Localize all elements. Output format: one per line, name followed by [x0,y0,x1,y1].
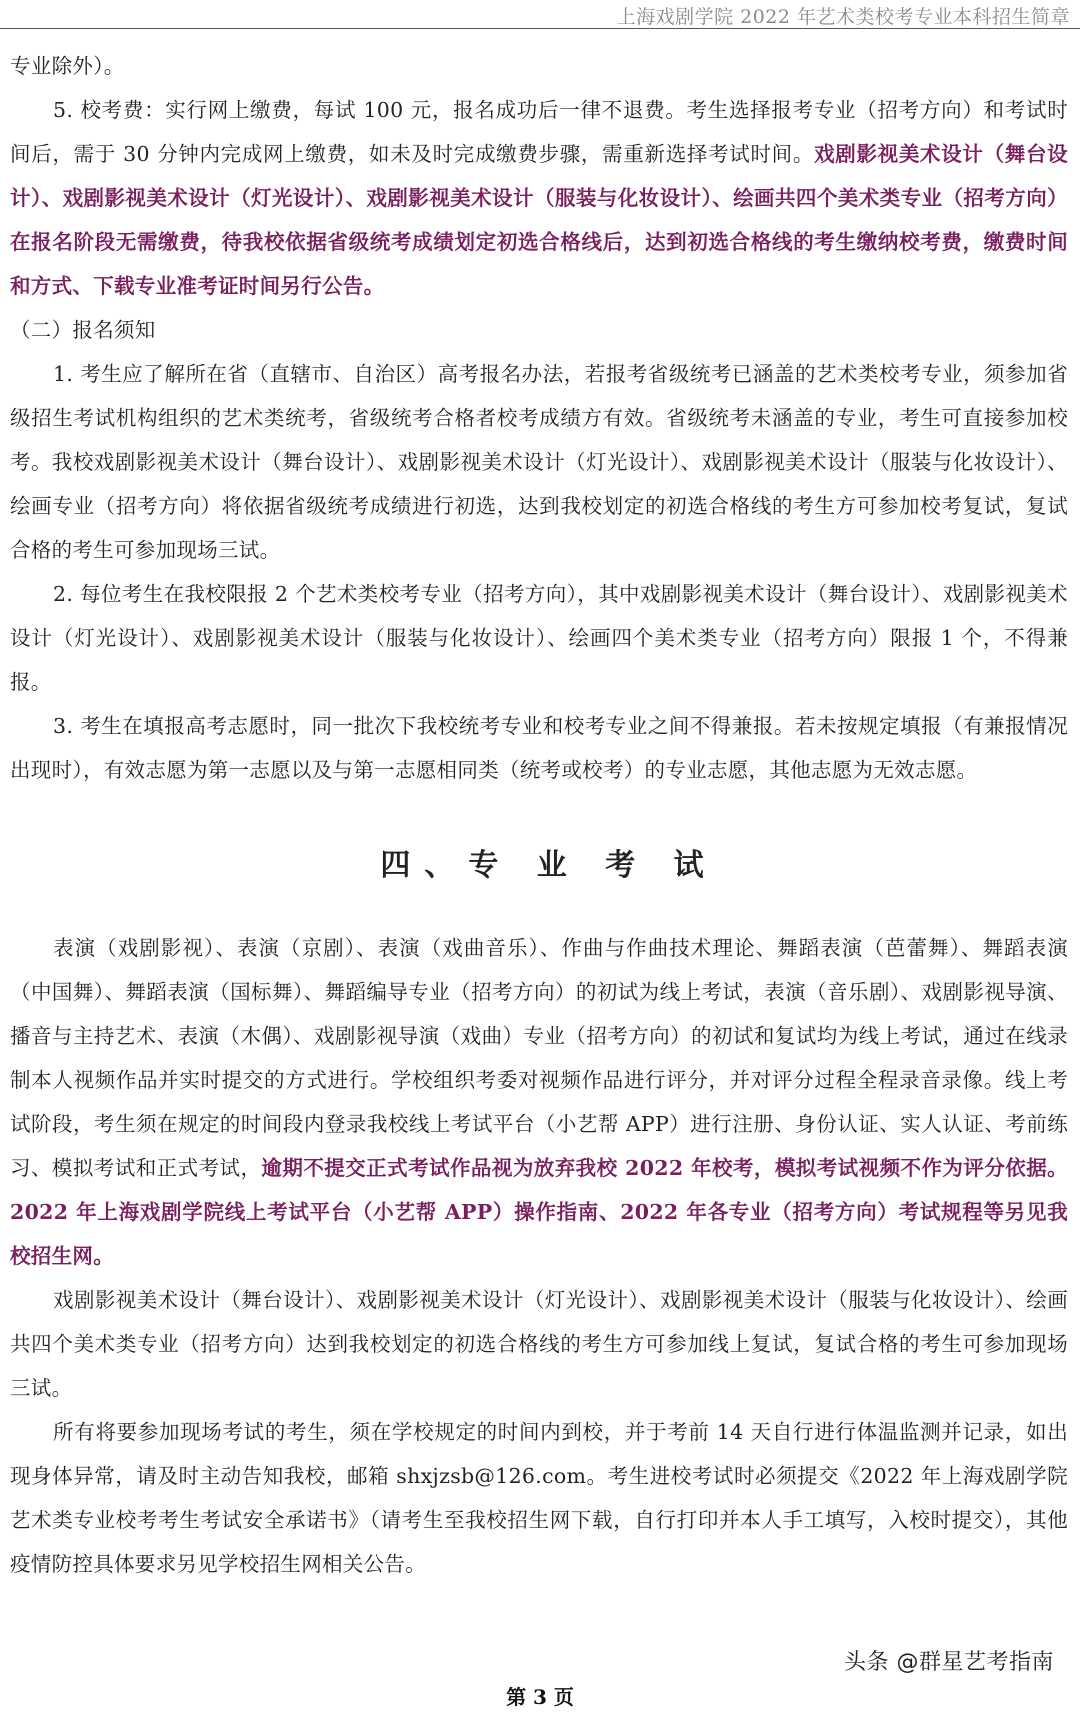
exam-fee-highlight: 戏剧影视美术设计（舞台设计）、戏剧影视美术设计（灯光设计）、戏剧影视美术设计（服装与化妆设计）、绘画共四个美术类专业（招考方向）在报名阶段无需缴费，待我校依据省级统考成绩划定初选合格线后，达到初选合格线的考生缴纳校考费，缴费时间和方式、下载专业准考证时间另行公告。 [10,142,1068,298]
paragraph-notice-2: 2. 每位考生在我校限报 2 个艺术类校考专业（招考方向），其中戏剧影视美术设计（舞台设计）、戏剧影视美术设计（灯光设计）、戏剧影视美术设计（服装与化妆设计）、绘画四个美术类专业（招考方向）限报 1 个，不得兼报。 [10,582,1068,694]
paragraph-exam-fee [10,88,1068,308]
document-body [10,44,1068,1586]
watermark: 头条 @群星艺考指南 [844,1650,1054,1675]
section-title: 四、专 业 考 试 [380,848,718,883]
header-title: 上海戏剧学院 2022 年艺术类校考专业本科招生简章 [616,6,1070,28]
online-exam-highlight: 逾期不提交正式考试作品视为放弃我校 2022 年校考，模拟考试视频不作为评分依据。2022 年上海戏剧学院线上考试平台（小艺帮 APP）操作指南、2022 年各专业（招考方向）考试规程等另见我校招生网。 [10,1156,1068,1268]
paragraph-notice-3: 3. 考生在填报高考志愿时，同一批次下我校统考专业和校考专业之间不得兼报。若未按规定填报（有兼报情况出现时），有效志愿为第一志愿以及与第一志愿相同类（统考或校考）的专业志愿，其他志愿为无效志愿。 [10,714,1068,782]
page-header [0,0,1080,29]
exam-fee-text: 5. 校考费：实行网上缴费，每试 100 元，报名成功后一律不退费。考生选择报考专业（招考方向）和考试时间后，需于 30 分钟内完成网上缴费，如未及时完成缴费步骤，需重新选择考试时间。 [10,98,1068,166]
paragraph-art-majors: 戏剧影视美术设计（舞台设计）、戏剧影视美术设计（灯光设计）、戏剧影视美术设计（服装与化妆设计）、绘画共四个美术类专业（招考方向）达到我校划定的初选合格线的考生方可参加线上复试，复试合格的考生可参加现场三试。 [10,1288,1068,1400]
paragraph-continuation: 专业除外）。 [10,54,125,78]
paragraph-online-exam [10,926,1068,1278]
paragraph-notice-1: 1. 考生应了解所在省（直辖市、自治区）高考报名办法，若报考省级统考已涵盖的艺术类校考专业，须参加省级招生考试机构组织的艺术类统考，省级统考合格者校考成绩方有效。省级统考未涵盖的专业，考生可直接参加校考。我校戏剧影视美术设计（舞台设计）、戏剧影视美术设计（灯光设计）、戏剧影视美术设计（服装与化妆设计）、绘画专业（招考方向）将依据省级统考成绩进行初选，达到我校划定的初选合格线的考生方可参加校考复试，复试合格的考生可参加现场三试。 [10,362,1068,562]
subheading-registration-notice: （二）报名须知 [10,318,156,342]
online-exam-text: 表演（戏剧影视）、表演（京剧）、表演（戏曲音乐）、作曲与作曲技术理论、舞蹈表演（芭蕾舞）、舞蹈表演（中国舞）、舞蹈表演（国标舞）、舞蹈编导专业（招考方向）的初试为线上考试，表演（音乐剧）、戏剧影视导演、播音与主持艺术、表演（木偶）、戏剧影视导演（戏曲）专业（招考方向）的初试和复试均为线上考试，通过在线录制本人视频作品并实时提交的方式进行。学校组织考委对视频作品进行评分，并对评分过程全程录音录像。线上考试阶段，考生须在规定的时间段内登录我校线上考试平台（小艺帮 APP）进行注册、身份认证、实人认证、考前练习、模拟考试和正式考试， [10,936,1068,1180]
paragraph-onsite-exam: 所有将要参加现场考试的考生，须在学校规定的时间内到校，并于考前 14 天自行进行体温监测并记录，如出现身体异常，请及时主动告知我校，邮箱 shxjzsb@126.com。考生进校考试时必须提交《2022 年上海戏剧学院艺术类专业校考考生考试安全承诺书》（请考生至我校招生网下载，自行打印并本人手工填写，入校时提交），其他疫情防控具体要求另见学校招生网相关公告。 [10,1420,1068,1576]
page-number: 第 3 页 [506,1685,574,1709]
